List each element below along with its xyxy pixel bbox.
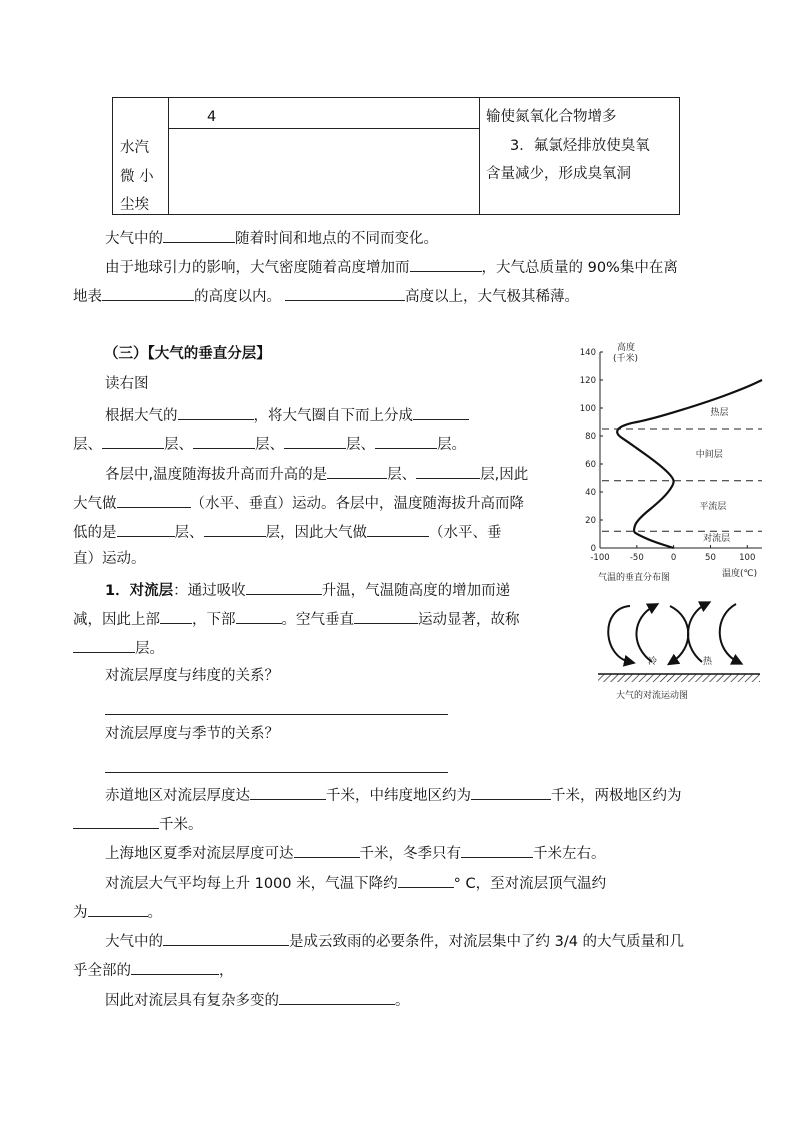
- table-note-1: 输使氮氧化合物增多: [486, 109, 617, 125]
- question-line-1: [105, 403, 469, 426]
- blank-field[interactable]: [416, 462, 480, 479]
- x-tick-label: 0: [670, 553, 677, 563]
- convection-arrow-right-a: [688, 604, 706, 662]
- y-tick-label: 40: [585, 488, 596, 498]
- text: 因此对流层具有复杂多变的: [105, 993, 279, 1009]
- convection-arrow-left: [608, 606, 630, 662]
- text: 根据大气的: [105, 408, 178, 424]
- thickness-line-1: [105, 783, 682, 806]
- row-number: 4: [207, 109, 217, 125]
- blank-field[interactable]: [88, 900, 148, 917]
- text: 。: [395, 993, 410, 1009]
- y-tick-label: 0: [590, 544, 596, 554]
- y-tick-label: 120: [579, 376, 596, 386]
- question-line-2: [73, 432, 466, 455]
- text: 随着时间和地点的不同而变化。: [235, 231, 438, 247]
- answer-line[interactable]: [105, 714, 448, 715]
- text: ° C，至对流层顶气温约: [453, 876, 607, 892]
- blank-field[interactable]: [117, 491, 191, 508]
- temperature-curve: [617, 380, 762, 548]
- text: 千米，冬季只有: [359, 846, 461, 862]
- table-divider: [168, 98, 169, 214]
- text: 乎全部的: [73, 963, 131, 979]
- y-tick-label: 100: [579, 404, 596, 414]
- blank-field[interactable]: [102, 284, 194, 301]
- cold-label: 冷: [648, 657, 658, 667]
- convection-title: 大气的对流运动图: [616, 691, 689, 701]
- question-season: 对流层厚度与季节的关系？: [105, 726, 279, 742]
- blank-field[interactable]: [246, 578, 322, 595]
- x-axis-title: 温度(℃): [722, 569, 758, 579]
- hot-label: 热: [703, 657, 713, 667]
- troposphere-title: 1．对流层: [105, 583, 174, 599]
- text: 的高度以内。: [194, 289, 281, 305]
- water-line-3: [105, 988, 410, 1011]
- convection-diagram: [590, 596, 770, 706]
- text: ，下部: [192, 612, 236, 628]
- blank-field[interactable]: [367, 520, 429, 537]
- blank-field[interactable]: [410, 255, 482, 272]
- section-heading: （三）【大气的垂直分层】: [104, 346, 271, 362]
- text: 层、: [346, 437, 375, 453]
- x-tick-label: -100: [590, 553, 610, 563]
- text: 层、: [164, 437, 193, 453]
- text: ，将大气圈自下而上分成: [253, 408, 413, 424]
- blank-field[interactable]: [279, 988, 395, 1005]
- blank-field[interactable]: [160, 607, 192, 624]
- ground-hatch: [598, 674, 760, 682]
- blank-field[interactable]: [294, 841, 360, 858]
- y-tick-label: 60: [585, 460, 596, 470]
- paragraph-3: [73, 284, 579, 307]
- y-tick-label: 140: [579, 348, 596, 358]
- shanghai-line: [105, 841, 606, 864]
- blank-field[interactable]: [471, 783, 551, 800]
- blank-field[interactable]: [250, 783, 326, 800]
- label-water: 水汽: [120, 140, 149, 156]
- blank-field[interactable]: [327, 462, 387, 479]
- convection-arrow-center-left: [636, 606, 654, 662]
- layer-label: 平流层: [699, 501, 727, 512]
- water-line-1: [105, 929, 684, 952]
- question-line-5: [73, 520, 502, 543]
- blank-field[interactable]: [461, 841, 533, 858]
- convection-arrow-right-b: [720, 604, 738, 662]
- x-tick-label: -50: [629, 553, 644, 563]
- troposphere-line-1: [105, 578, 510, 601]
- text: 层。: [437, 437, 466, 453]
- blank-field[interactable]: [284, 432, 346, 449]
- info-table: [112, 97, 680, 215]
- text: 千米左右。: [533, 846, 606, 862]
- blank-field[interactable]: [73, 636, 135, 653]
- y-tick-label: 20: [585, 516, 596, 526]
- convection-arrow-center-right: [670, 606, 688, 662]
- text: 为: [73, 905, 88, 921]
- text: 千米。: [159, 817, 203, 833]
- blank-field[interactable]: [102, 432, 164, 449]
- x-tick-label: 100: [739, 553, 756, 563]
- text: 大气中的: [105, 934, 163, 950]
- text: 对流层大气平均每上升 1000 米，气温下降约: [105, 876, 398, 892]
- text: 。空气垂直: [281, 612, 354, 628]
- text: ：通过吸收: [173, 583, 246, 599]
- y-axis-title: 高度: [617, 343, 636, 353]
- question-line-3: [105, 462, 528, 485]
- text: 层、: [73, 437, 102, 453]
- blank-field[interactable]: [375, 432, 437, 449]
- label-dust-1: 微 小: [120, 169, 154, 185]
- text: 千米，两极地区约为: [551, 788, 682, 804]
- read-right: 读右图: [105, 376, 149, 392]
- text: 由于地球引力的影响，大气密度随着高度增加而: [105, 260, 410, 276]
- blank-field[interactable]: [117, 520, 175, 537]
- blank-field[interactable]: [193, 432, 255, 449]
- text: 大气中的: [105, 231, 163, 247]
- text: 赤道地区对流层厚度达: [105, 788, 250, 804]
- text: （水平、垂直）运动。各层中，温度随海拔升高而降: [190, 496, 524, 512]
- blank-field[interactable]: [163, 226, 235, 243]
- blank-field[interactable]: [163, 929, 289, 946]
- text: 升温，气温随高度的增加而递: [321, 583, 511, 599]
- text: 层,因此: [480, 467, 529, 483]
- text: 各层中,温度随海拔升高而升高的是: [105, 467, 328, 483]
- lapse-rate-line-2: [73, 900, 162, 923]
- layer-label: 热层: [710, 408, 729, 418]
- text: ，大气总质量的 90%集中在离: [481, 260, 678, 276]
- lapse-rate-line-1: [105, 871, 606, 894]
- blank-field[interactable]: [178, 403, 254, 420]
- text: 层。: [135, 641, 164, 657]
- blank-field[interactable]: [73, 812, 159, 829]
- text: 低的是: [73, 525, 117, 541]
- text: ，: [219, 963, 234, 979]
- text: 层，因此大气做: [265, 525, 367, 541]
- paragraph-2: [105, 255, 678, 278]
- troposphere-line-3: [73, 636, 164, 659]
- blank-field[interactable]: [398, 871, 454, 888]
- text: 地表: [73, 289, 102, 305]
- x-tick-label: 50: [705, 553, 716, 563]
- text: 上海地区夏季对流层厚度可达: [105, 846, 294, 862]
- blank-field[interactable]: [236, 607, 282, 624]
- table-note-3: 含量减少，形成臭氧洞: [486, 166, 631, 182]
- layer-label: 中间层: [695, 450, 723, 460]
- text: 运动显著，故称: [418, 612, 520, 628]
- y-axis-title-unit: (千米): [613, 354, 639, 364]
- label-dust-2: 尘埃: [120, 197, 149, 213]
- text: 层、: [174, 525, 204, 541]
- text: （水平、垂: [429, 525, 502, 541]
- text: 减，因此上部: [73, 612, 160, 628]
- text: 层、: [387, 467, 417, 483]
- blank-field[interactable]: [204, 520, 266, 537]
- text: 。: [147, 905, 162, 921]
- text: 千米，中纬度地区约为: [326, 788, 471, 804]
- y-tick-label: 80: [585, 432, 596, 442]
- layer-label: 对流层: [703, 534, 731, 544]
- blank-field[interactable]: [413, 403, 469, 420]
- water-line-2: [73, 958, 234, 981]
- chart-title: 气温的垂直分布图: [598, 573, 671, 583]
- table-divider: [479, 98, 480, 214]
- temperature-chart: [570, 338, 780, 588]
- text: 是成云致雨的必要条件，对流层集中了约 3/4 的大气质量和几: [289, 934, 685, 950]
- text: 层、: [255, 437, 284, 453]
- thickness-line-2: [73, 812, 203, 835]
- blank-field[interactable]: [131, 958, 219, 975]
- answer-line[interactable]: [105, 772, 448, 773]
- table-divider: [168, 128, 479, 129]
- text: 高度以上，大气极其稀薄。: [405, 289, 579, 305]
- question-line-4: [73, 491, 524, 514]
- question-latitude: 对流层厚度与纬度的关系？: [105, 668, 279, 684]
- question-line-6: 直）运动。: [73, 551, 146, 567]
- text: 大气做: [73, 496, 117, 512]
- table-note-2: 3．氟氯烃排放使臭氧: [510, 138, 650, 154]
- blank-field[interactable]: [354, 607, 418, 624]
- blank-field[interactable]: [285, 284, 405, 301]
- troposphere-line-2: [73, 607, 520, 630]
- paragraph-1: [105, 226, 438, 249]
